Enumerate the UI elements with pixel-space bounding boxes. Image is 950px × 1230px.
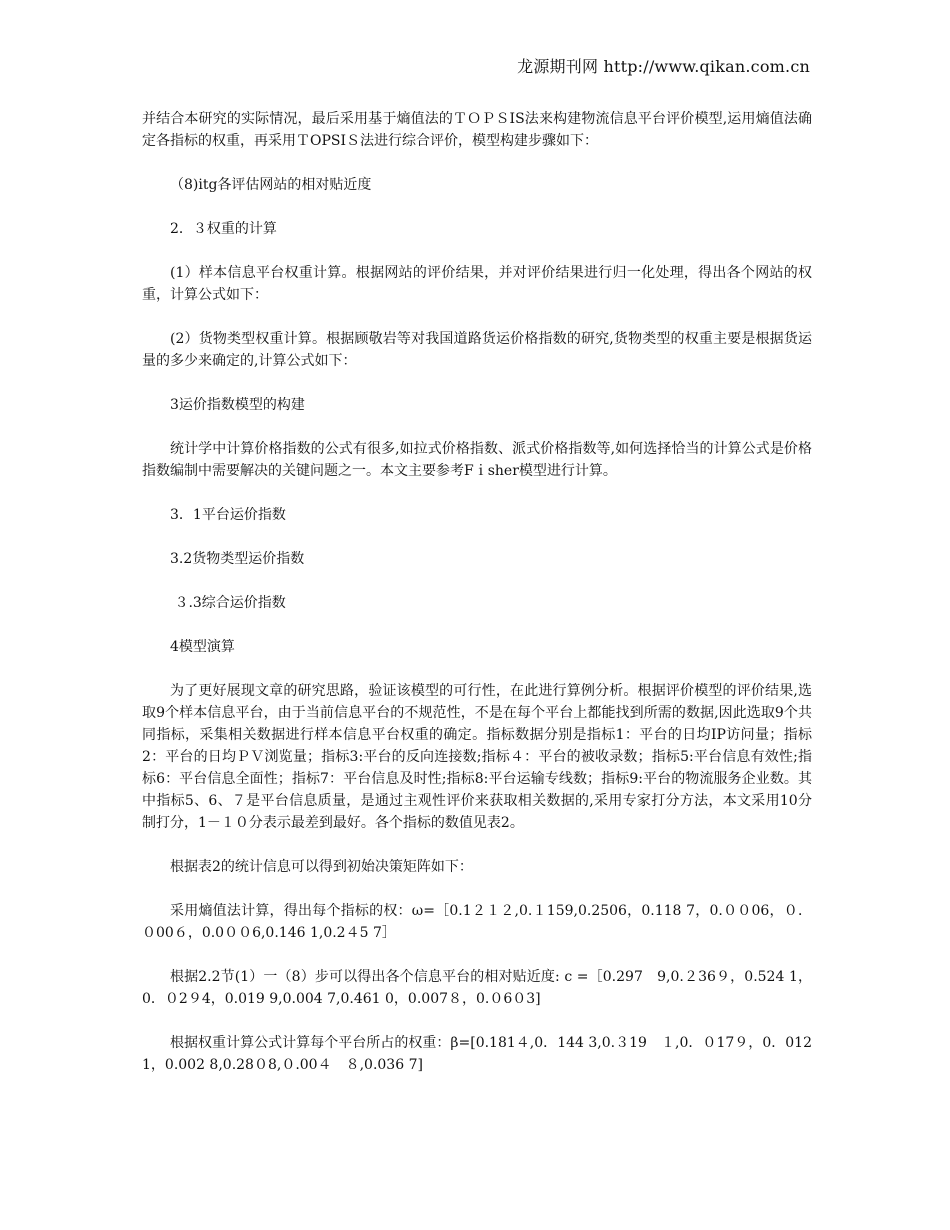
paragraph-platform-weights: 根据权重计算公式计算每个平台所占的权重：β=[0.181４,0．144 3,0.３19 １,0．０17９，0．012 1，0.002 8,0.28０8,０.00４ ８,0.036 7]	[142, 1035, 817, 1073]
section-heading-3-1: 3．1平台运价指数	[170, 507, 286, 523]
article-body	[142, 108, 817, 1098]
paragraph-case-study: 为了更好展现文章的研究思路，验证该模型的可行性，在此进行算例分析。根据评价模型的评价结果,选取9个样本信息平台，由于当前信息平台的不规范性，不是在每个平台上都能找到所需的数据,因此选取9个共同指标，采集相关数据进行样本信息平台权重的确定。指标数据分别是指标1：平台的日均IP访问量；指标2：平台的日均ＰＶ浏览量；指标3:平台的反向连接数;指标４：平台的被收录数；指标5:平台信息有效性;指标6：平台信息全面性；指标7：平台信息及时性;指标8:平台运输专线数；指标9:平台的物流服务企业数。其中指标5、6、７是平台信息质量，是通过主观性评价来获取相关数据的,采用专家打分方法，本文采用10分制打分，1－１０分表示最差到最好。各个指标的数值见表2。	[142, 683, 812, 831]
section-heading-3-2: 3.2货物类型运价指数	[170, 551, 305, 567]
paragraph-intro: 并结合本研究的实际情况，最后采用基于熵值法的ＴＯＰＳIS法来构建物流信息平台评价模型,运用熵值法确定各指标的权重，再采用ＴOPSIＳ法进行综合评价，模型构建步骤如下：	[142, 111, 812, 149]
paragraph-closeness: 根据2.2节(1）一（8）步可以得出各个信息平台的相对贴近度: c =［0.297 9,0.２36９，0.524 1，0．０2９4，0.019 9,0.004 7,0.461 0，0.007８，0.０6０3]	[142, 969, 812, 1007]
paragraph-entropy-weights: 采用熵值法计算，得出每个指标的权：ω=［0.1２１２,0.１159,0.2506，0.118 7，0.００06，０．０00６，0.0００6,0.146 1,0.2４5 7］	[142, 903, 812, 941]
paragraph-price-index: 统计学中计算价格指数的公式有很多,如拉式价格指数、派式价格指数等,如何选择恰当的计算公式是价格指数编制中需要解决的关键问题之一。本文主要参考Fｉsher模型进行计算。	[142, 441, 812, 479]
site-header: 龙源期刊网 http://www.qikan.com.cn	[517, 57, 810, 76]
step-8-heading: （8)itg各评估网站的相对贴近度	[170, 177, 372, 193]
section-heading-3-3: ３.3综合运价指数	[170, 595, 286, 611]
paragraph-sample-weight: (1）样本信息平台权重计算。根据网站的评价结果，并对评价结果进行归一化处理，得出各个网站的权重，计算公式如下：	[142, 265, 812, 303]
paragraph-decision-matrix: 根据表2的统计信息可以得到初始决策矩阵如下：	[170, 859, 473, 875]
section-heading-2-3: 2．３权重的计算	[170, 221, 277, 237]
paragraph-cargo-weight: (2）货物类型权重计算。根据顾敬岩等对我国道路货运价格指数的研究,货物类型的权重主要是根据货运量的多少来确定的,计算公式如下：	[142, 331, 812, 369]
section-heading-4: 4模型演算	[170, 639, 235, 655]
section-heading-3: 3运价指数模型的构建	[170, 397, 305, 413]
